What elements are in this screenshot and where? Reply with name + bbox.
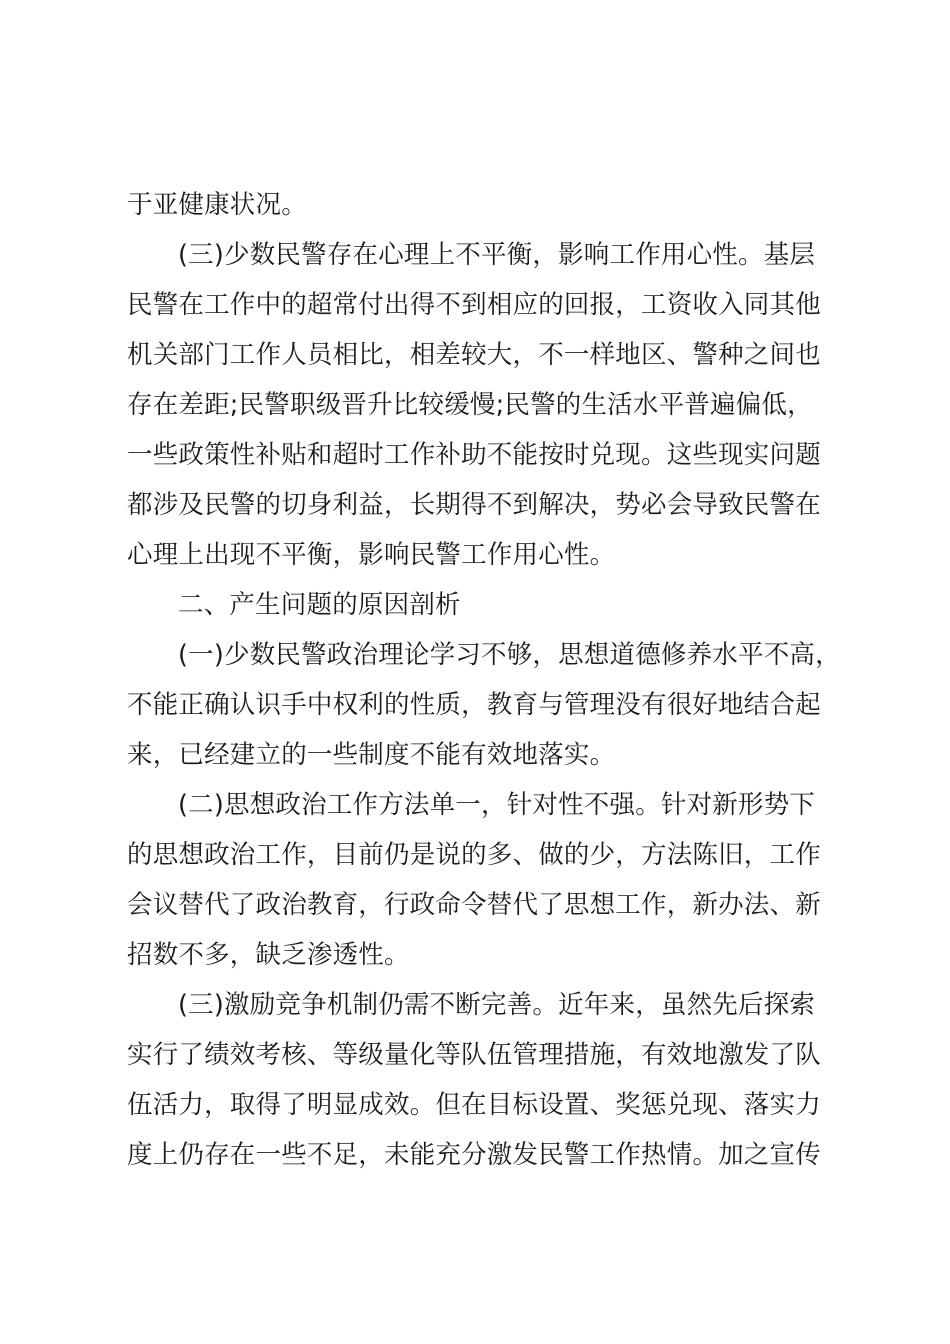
text-line: 实行了绩效考核、等级量化等队伍管理措施，有效地激发了队 xyxy=(127,1040,821,1070)
text-line: (二)思想政治工作方法单一，针对性不强。针对新形势下 xyxy=(178,790,816,820)
text-line: 不能正确认识手中权利的性质，教育与管理没有很好地结合起 xyxy=(127,690,821,720)
text-line: (三)少数民警存在心理上不平衡，影响工作用心性。基层 xyxy=(178,240,816,270)
text-line: 存在差距;民警职级晋升比较缓慢;民警的生活水平普遍偏低， xyxy=(127,390,813,420)
text-line: 的思想政治工作，目前仍是说的多、做的少，方法陈旧，工作 xyxy=(127,840,821,870)
text-line: 一些政策性补贴和超时工作补助不能按时兑现。这些现实问题 xyxy=(127,440,821,470)
text-line: 都涉及民警的切身利益，长期得不到解决，势必会导致民警在 xyxy=(127,490,821,520)
text-line: 度上仍存在一些不足，未能充分激发民警工作热情。加之宣传 xyxy=(127,1140,821,1170)
text-line: 民警在工作中的超常付出得不到相应的回报，工资收入同其他 xyxy=(127,290,821,320)
text-line: 伍活力，取得了明显成效。但在目标设置、奖惩兑现、落实力 xyxy=(127,1090,821,1120)
text-line: 招数不多，缺乏渗透性。 xyxy=(127,940,410,970)
section-heading: 二、产生问题的原因剖析 xyxy=(178,590,461,620)
text-line: (一)少数民警政治理论学习不够，思想道德修养水平不高， xyxy=(178,640,841,670)
text-line: 心理上出现不平衡，影响民警工作用心性。 xyxy=(127,540,616,570)
text-line: 机关部门工作人员相比，相差较大，不一样地区、警种之间也 xyxy=(127,340,821,370)
text-line: 会议替代了政治教育，行政命令替代了思想工作，新办法、新 xyxy=(127,890,821,920)
document-body xyxy=(127,180,841,1180)
text-line: (三)激励竞争机制仍需不断完善。近年来，虽然先后探索 xyxy=(178,990,816,1020)
text-line: 来，已经建立的一些制度不能有效地落实。 xyxy=(127,740,616,770)
text-line: 于亚健康状况。 xyxy=(127,190,307,220)
